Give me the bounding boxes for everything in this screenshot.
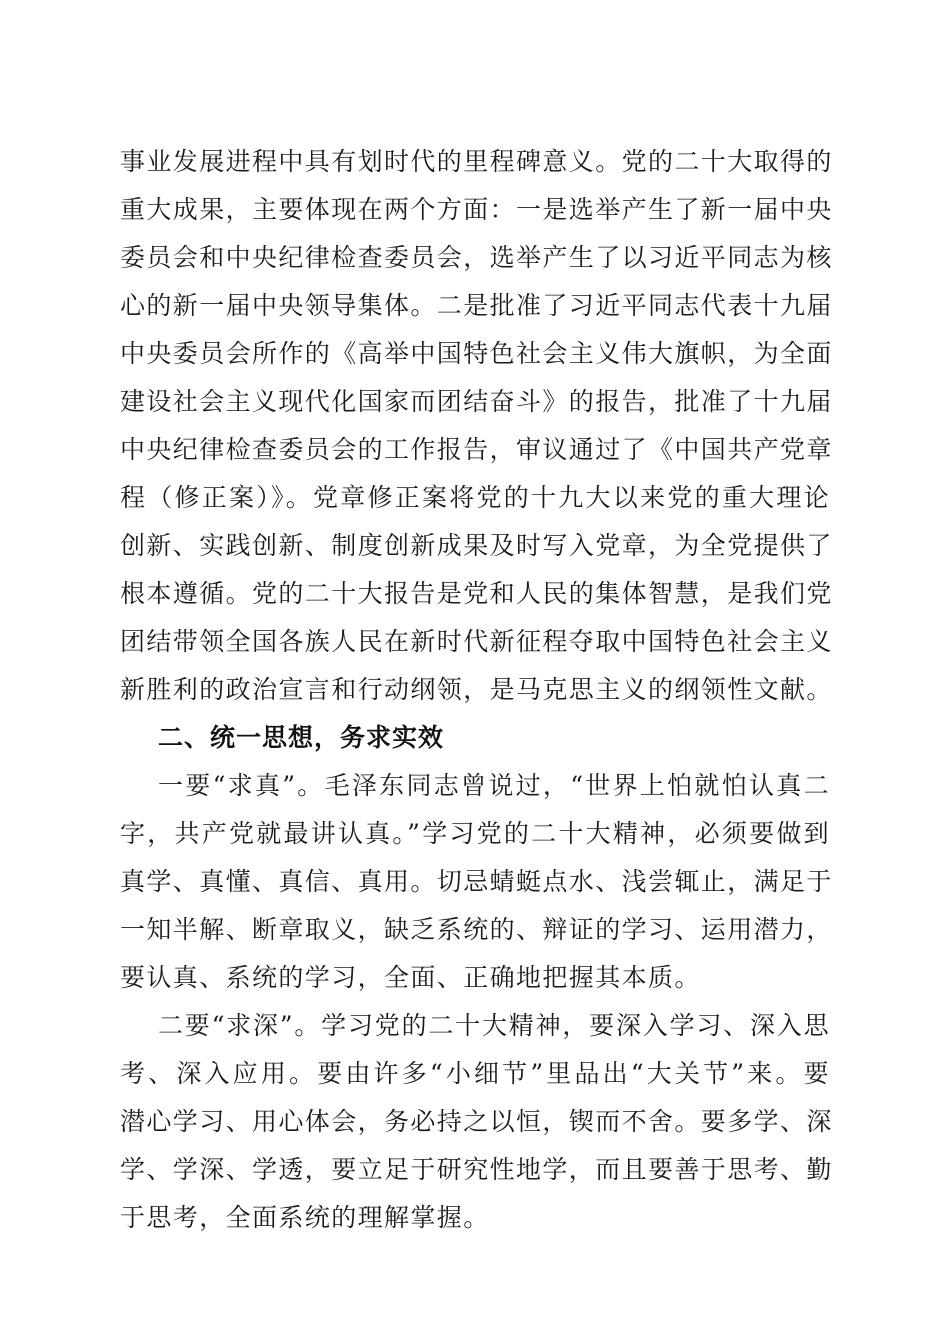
paragraph-1-line-7: 中央纪律检查委员会的工作报告，审议通过了《中国共产党章 (120, 435, 833, 464)
paragraph-3-line-1: 二要“求深”。学习党的二十大精神，要深入学习、深入思 (158, 1011, 830, 1040)
paragraph-1-line-12: 新胜利的政治宣言和行动纲领，是马克思主义的纲领性文献。 (120, 675, 833, 704)
paragraph-1-line-5: 中央委员会所作的《高举中国特色社会主义伟大旗帜，为全面 (120, 339, 833, 368)
paragraph-3-line-2: 考、深入应用。要由许多“小细节”里品出“大关节”来。要 (120, 1059, 830, 1088)
paragraph-1-line-10: 根本遵循。党的二十大报告是党和人民的集体智慧，是我们党 (120, 579, 833, 608)
paragraph-1-line-8: 程（修正案）》。党章修正案将党的十九大以来党的重大理论 (120, 483, 830, 512)
paragraph-1-line-11: 团结带领全国各族人民在新时代新征程夺取中国特色社会主义 (120, 627, 833, 656)
paragraph-2-line-1: 一要“求真”。毛泽东同志曾说过，“世界上怕就怕认真二 (158, 771, 830, 800)
paragraph-2-line-3: 真学、真懂、真信、真用。切忌蜻蜓点水、浅尝辄止，满足于 (120, 867, 833, 896)
paragraph-1-line-6: 建设社会主义现代化国家而团结奋斗》的报告，批准了十九届 (120, 387, 833, 416)
paragraph-1-line-2: 重大成果，主要体现在两个方面：一是选举产生了新一届中央 (120, 195, 833, 224)
section-heading: 二、统一思想，务求实效 (158, 723, 445, 752)
paragraph-2-line-2: 字，共产党就最讲认真。”学习党的二十大精神，必须要做到 (120, 819, 830, 848)
paragraph-3-line-4: 学、学深、学透，要立足于研究性地学，而且要善于思考、勤 (120, 1155, 833, 1184)
paragraph-1-line-1: 事业发展进程中具有划时代的里程碑意义。党的二十大取得的 (120, 147, 833, 176)
paragraph-1-line-4: 心的新一届中央领导集体。二是批准了习近平同志代表十九届 (120, 291, 833, 320)
paragraph-3-line-3: 潜心学习、用心体会，务必持之以恒，锲而不舍。要多学、深 (120, 1107, 833, 1136)
paragraph-1-line-9: 创新、实践创新、制度创新成果及时写入党章，为全党提供了 (120, 531, 833, 560)
paragraph-3-line-5: 于思考，全面系统的理解掌握。 (120, 1203, 490, 1232)
paragraph-2-line-4: 一知半解、断章取义，缺乏系统的、辩证的学习、运用潜力， (120, 915, 833, 944)
paragraph-2-line-5: 要认真、系统的学习，全面、正确地把握其本质。 (120, 963, 701, 992)
paragraph-1-line-3: 委员会和中央纪律检查委员会，选举产生了以习近平同志为核 (120, 243, 833, 272)
